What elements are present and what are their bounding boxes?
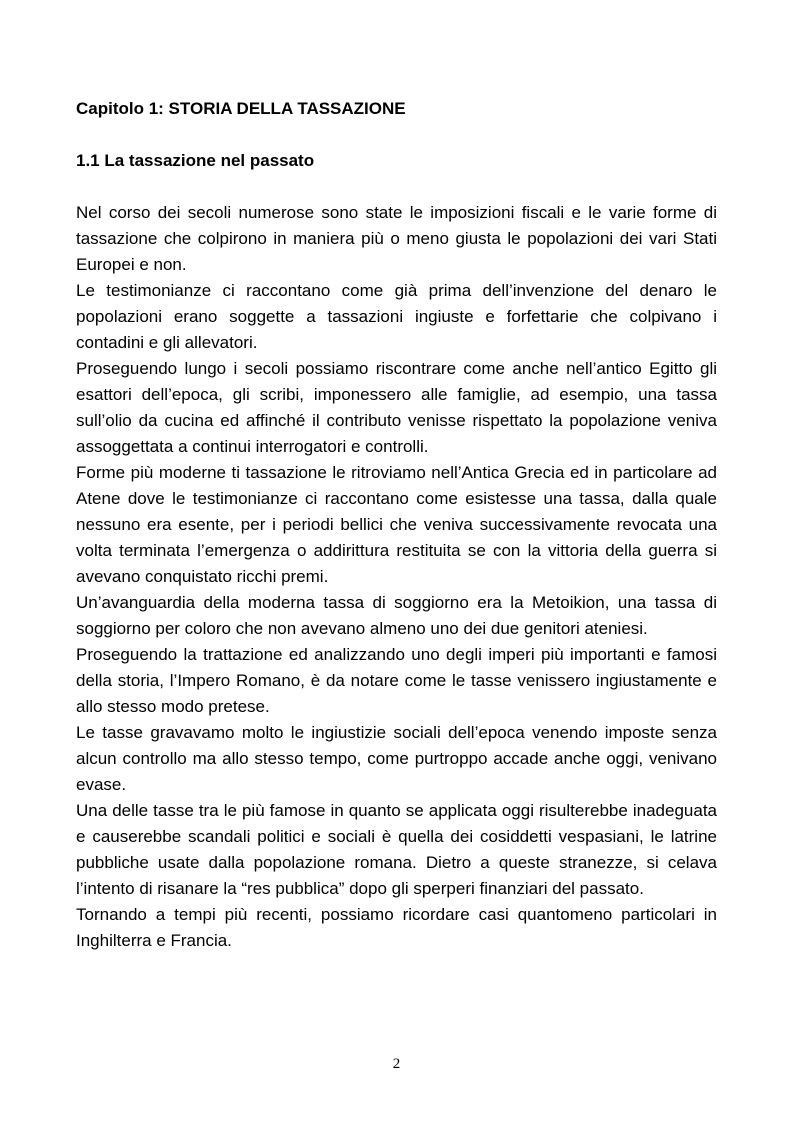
paragraph: Nel corso dei secoli numerose sono state le imposizioni fiscali e le varie forme di tassazione che colpirono in maniera più o meno giusta le popolazioni dei vari Stati Europei e non. (76, 203, 717, 274)
chapter-title: Capitolo 1: STORIA DELLA TASSAZIONE (76, 99, 406, 118)
paragraph: Una delle tasse tra le più famose in quanto se applicata oggi risulterebbe inadeguata e causerebbe scandali politici e sociali è quella dei cosiddetti vespasiani, le latrine pubbliche usate dalla popolazione romana. Dietro a queste stranezze, si celava l’intento di risanare la “res pubblica” dopo gli sperperi finanziari del passato. (76, 801, 717, 898)
paragraph: Forme più moderne ti tassazione le ritroviamo nell’Antica Grecia ed in particolare ad Atene dove le testimonianze ci raccontano come esistesse una tassa, dalla quale nessuno era esente, per i periodi bellici che veniva successivamente revocata una volta terminata l’emergenza o addirittura restituita se con la vittoria della guerra si avevano conquistato ricchi premi. (76, 463, 717, 586)
page-content (76, 96, 717, 954)
paragraph: Proseguendo lungo i secoli possiamo riscontrare come anche nell’antico Egitto gli esattori dell’epoca, gli scribi, imponessero alle famiglie, ad esempio, una tassa sull’olio da cucina ed affinché il contributo venisse rispettato la popolazione veniva assoggettata a continui interrogatori e controlli. (76, 359, 717, 456)
page-number: 2 (392, 1056, 401, 1072)
paragraph: Proseguendo la trattazione ed analizzando uno degli imperi più importanti e famosi della storia, l’Impero Romano, è da notare come le tasse venissero ingiustamente e allo stesso modo pretese. (76, 645, 717, 716)
paragraph: Un’avanguardia della moderna tassa di soggiorno era la Metoikion, una tassa di soggiorno per coloro che non avevano almeno uno dei due genitori ateniesi. (76, 593, 717, 638)
section-title: 1.1 La tassazione nel passato (76, 151, 315, 170)
paragraph: Tornando a tempi più recenti, possiamo ricordare casi quantomeno particolari in Inghilterra e Francia. (76, 905, 717, 950)
paragraph: Le tasse gravavamo molto le ingiustizie sociali dell’epoca venendo imposte senza alcun controllo ma allo stesso tempo, come purtroppo accade anche oggi, venivano evase. (76, 723, 717, 794)
paragraph: Le testimonianze ci raccontano come già prima dell’invenzione del denaro le popolazioni erano soggette a tassazioni ingiuste e forfettarie che colpivano i contadini e gli allevatori. (76, 281, 717, 352)
